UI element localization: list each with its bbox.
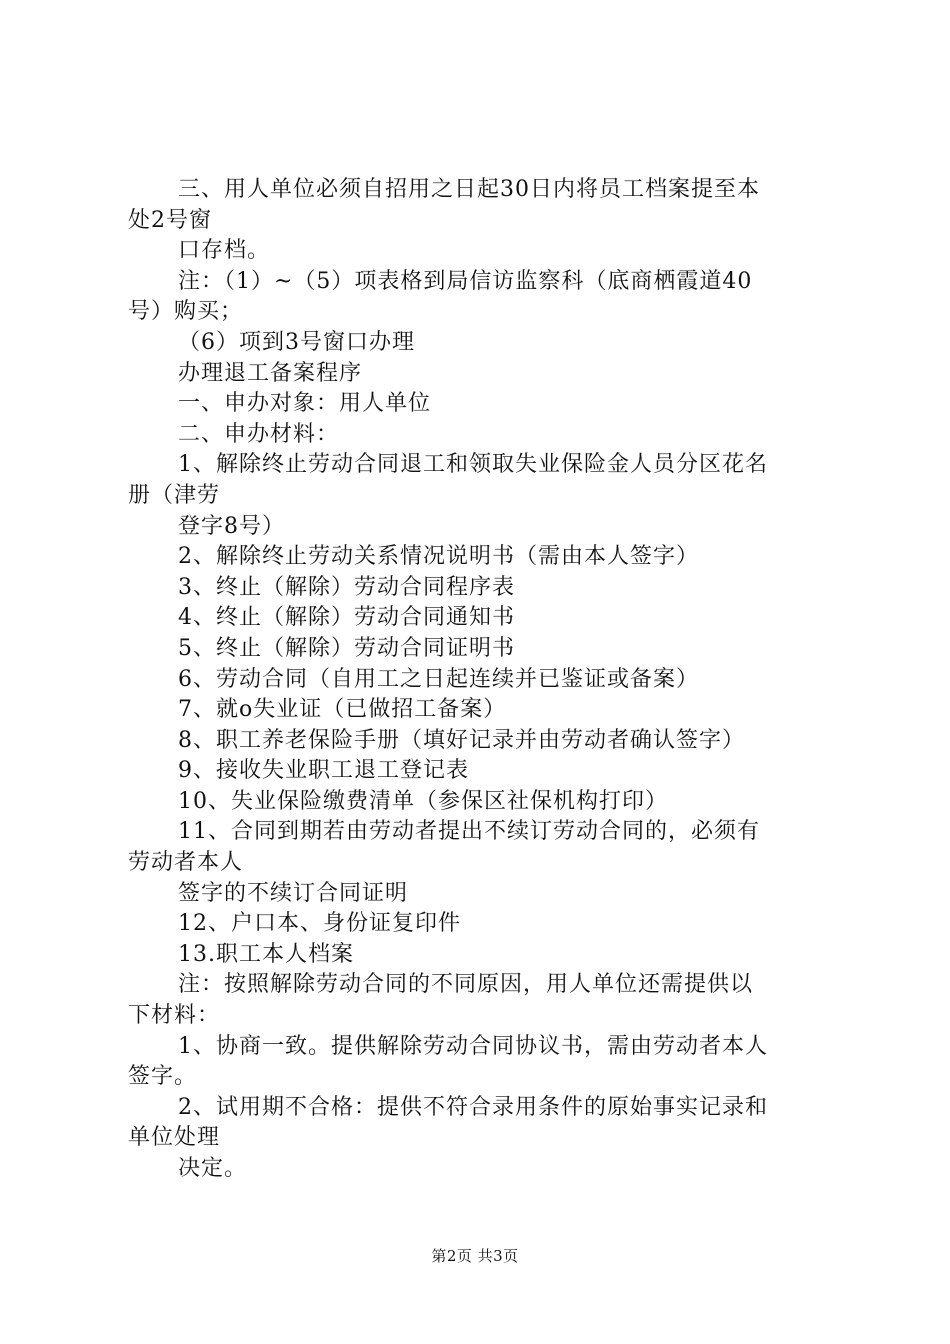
- text-line: 1、协商一致。提供解除劳动合同协议书，需由劳动者本人: [178, 1033, 768, 1059]
- text-line: 签字的不续订合同证明: [178, 880, 409, 906]
- page-footer: 第2页 共3页: [431, 1247, 519, 1265]
- text-line: 7、就o失业证（已做招工备案）: [178, 697, 507, 723]
- text-line: 办理退工备案程序: [178, 360, 363, 386]
- text-line: 劳动者本人: [128, 850, 244, 876]
- text-line: 口存档。: [178, 238, 271, 264]
- text-line: 3、终止（解除）劳动合同程序表: [178, 574, 515, 600]
- text-line: 一、申办对象：用人单位: [178, 391, 432, 417]
- text-line: 8、职工养老保险手册（填好记录并由劳动者确认签字）: [178, 727, 745, 753]
- text-line: 10、失业保险缴费清单（参保区社保机构打印）: [178, 788, 668, 814]
- text-line: 5、终止（解除）劳动合同证明书: [178, 635, 515, 661]
- text-line: 注：（1）~（5）项表格到局信访监察科（底商栖霞道40: [178, 268, 753, 294]
- text-line: 注：按照解除劳动合同的不同原因，用人单位还需提供以: [178, 972, 754, 998]
- text-line: 号）购买；: [128, 299, 244, 325]
- text-line: 1、解除终止劳动合同退工和领取失业保险金人员分区花名: [178, 452, 768, 478]
- text-line: 2、试用期不合格：提供不符合录用条件的原始事实记录和: [178, 1094, 768, 1120]
- text-line: 13.职工本人档案: [178, 941, 354, 967]
- text-line: （6）项到3号窗口办理: [178, 329, 415, 355]
- text-line: 处2号窗: [128, 207, 212, 233]
- text-line: 6、劳动合同（自用工之日起连续并已鉴证或备案）: [178, 666, 699, 692]
- text-line: 决定。: [178, 1156, 248, 1181]
- text-line: 签字。: [128, 1064, 198, 1090]
- text-line: 三、用人单位必须自招用之日起30日内将员工档案提至本: [178, 177, 760, 202]
- text-line: 登字8号）: [178, 513, 285, 539]
- document-body: [128, 175, 834, 1185]
- text-line: 12、户口本、身份证复印件: [178, 911, 461, 937]
- text-line: 9、接收失业职工退工登记表: [178, 758, 469, 784]
- text-line: 4、终止（解除）劳动合同通知书: [178, 605, 515, 631]
- text-line: 二、申办材料：: [178, 421, 340, 447]
- text-line: 册（津劳: [128, 482, 221, 508]
- text-line: 下材料：: [128, 1003, 221, 1029]
- text-line: 2、解除终止劳动关系情况说明书（需由本人签字）: [178, 544, 699, 570]
- text-line: 11、合同到期若由劳动者提出不续订劳动合同的，必须有: [178, 819, 760, 845]
- text-line: 单位处理: [128, 1125, 221, 1151]
